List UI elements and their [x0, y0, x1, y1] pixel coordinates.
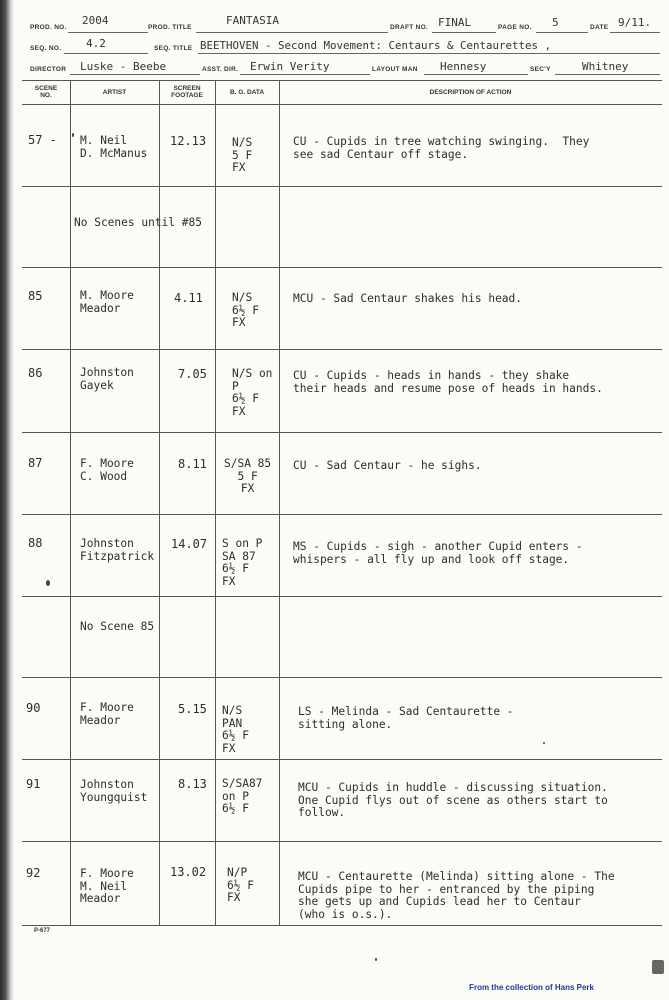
artist-cell: No Scene 85 — [80, 620, 155, 633]
date-value: 9/11. — [618, 16, 652, 29]
seq-no-value: 4.2 — [86, 37, 106, 50]
collection-credit: From the collection of Hans Perk — [469, 983, 594, 992]
description-cell: CU - Sad Centaur - he sighs. — [293, 459, 482, 472]
page-no-value: 5 — [552, 16, 559, 29]
scene-table — [22, 80, 662, 925]
asst-dir-value: Erwin Verity — [250, 60, 330, 73]
description-cell: MCU - Cupids in huddle - discussing situation. One Cupid flys out of scene as others start to follow. — [298, 781, 608, 819]
artist-cell: F. Moore M. Neil Meador — [80, 867, 134, 905]
artist-cell: Johnston Gayek — [80, 366, 134, 392]
footage-cell: 8.11 — [178, 457, 207, 471]
date-label: DATE — [590, 24, 609, 31]
scan-speck — [543, 742, 545, 744]
scene-number: 57 - — [28, 133, 57, 147]
footage-cell: 8.13 — [178, 777, 207, 791]
footage-cell: 4.11 — [174, 291, 203, 305]
footage-cell: 13.02 — [170, 865, 207, 879]
description-cell: LS - Melinda - Sad Centaurette - sitting alone. — [298, 705, 514, 731]
description-cell: CU - Cupids in tree watching swinging. They see sad Centaur off stage. — [293, 135, 590, 161]
description-cell: MCU - Sad Centaur shakes his head. — [293, 292, 523, 305]
scan-speck — [72, 133, 74, 137]
form-number: P-677 — [34, 928, 51, 934]
footage-cell: 12.13 — [170, 134, 207, 148]
artist-cell: F. Moore C. Wood — [80, 457, 134, 483]
bg-data-cell: N/S PAN 6½ F FX — [222, 704, 249, 755]
bg-data-cell: S/SA87 on P 6½ F — [222, 777, 263, 815]
prod-title-label: PROD. TITLE — [148, 24, 192, 31]
scan-speck — [652, 960, 664, 974]
footage-cell: 7.05 — [178, 367, 207, 381]
scene-number: 88 — [28, 536, 43, 550]
prod-no-value: 2004 — [82, 14, 109, 27]
scan-speck — [375, 958, 377, 961]
scene-number: 92 — [26, 866, 41, 880]
layout-man-value: Hennesy — [440, 60, 487, 73]
col-header-artist: ARTIST — [102, 88, 127, 96]
bg-data-cell: N/P 6½ F FX — [227, 866, 254, 904]
bg-data-cell: S/SA 85 5 F FX — [224, 457, 272, 495]
col-header-footage: SCREEN FOOTAGE — [171, 85, 203, 99]
seq-title-label: SEQ. TITLE — [154, 45, 193, 52]
col-header-description: DESCRIPTION OF ACTION — [429, 88, 512, 96]
prod-no-label: PROD. NO. — [30, 24, 67, 31]
scene-number: 91 — [26, 777, 41, 791]
scan-speck — [46, 580, 50, 586]
layout-man-label: LAYOUT MAN — [372, 66, 418, 73]
scene-number: 87 — [28, 456, 43, 470]
artist-cell: Johnston Youngquist — [80, 778, 148, 804]
artist-cell: M. Moore Meador — [80, 289, 134, 315]
bg-data-cell: S on P SA 87 6½ F FX — [222, 537, 263, 588]
seq-no-label: SEQ. NO. — [30, 45, 62, 52]
col-header-bg-data: B. G. DATA — [229, 88, 265, 96]
seq-title-value: BEETHOVEN - Second Movement: Centaurs & Centaurettes , — [200, 39, 552, 52]
description-cell: CU - Cupids - heads in hands - they shake their heads and resume pose of heads in hands. — [293, 369, 603, 395]
footage-cell: 5.15 — [178, 702, 207, 716]
col-header-scene-no: SCENE NO. — [34, 85, 58, 99]
artist-cell: Johnston Fitzpatrick — [80, 537, 155, 563]
director-value: Luske - Beebe — [80, 60, 167, 73]
director-label: DIRECTOR — [30, 66, 67, 73]
artist-cell: No Scenes until #85 — [74, 216, 202, 229]
scene-number: 85 — [28, 289, 43, 303]
description-cell: MS - Cupids - sigh - another Cupid enters - whispers - all fly up and look off stage. — [293, 540, 583, 566]
footage-cell: 14.07 — [171, 537, 208, 551]
prod-title-value: FANTASIA — [226, 14, 279, 27]
bg-data-cell: N/S on P 6½ F FX — [232, 367, 273, 418]
asst-dir-label: ASST. DIR. — [202, 66, 239, 73]
page-no-label: PAGE NO. — [498, 24, 532, 31]
artist-cell: M. Neil D. McManus — [80, 134, 148, 160]
bg-data-cell: N/S 6½ F FX — [232, 291, 259, 329]
scan-edge-shadow — [0, 0, 14, 1000]
bg-data-cell: N/S 5 F FX — [232, 136, 253, 174]
scene-number: 90 — [26, 701, 41, 715]
description-cell: MCU - Centaurette (Melinda) sitting alone - The Cupids pipe to her - entranced by the piping she gets up and Cupids lead her to Centaur (who is o.s.). — [298, 870, 615, 921]
secy-value: Whitney — [582, 60, 629, 73]
artist-cell: F. Moore Meador — [80, 701, 134, 727]
draft-no-value: FINAL — [438, 16, 472, 29]
draft-no-label: DRAFT NO. — [390, 24, 429, 31]
secy-label: SEC'Y — [530, 66, 551, 73]
scene-number: 86 — [28, 366, 43, 380]
